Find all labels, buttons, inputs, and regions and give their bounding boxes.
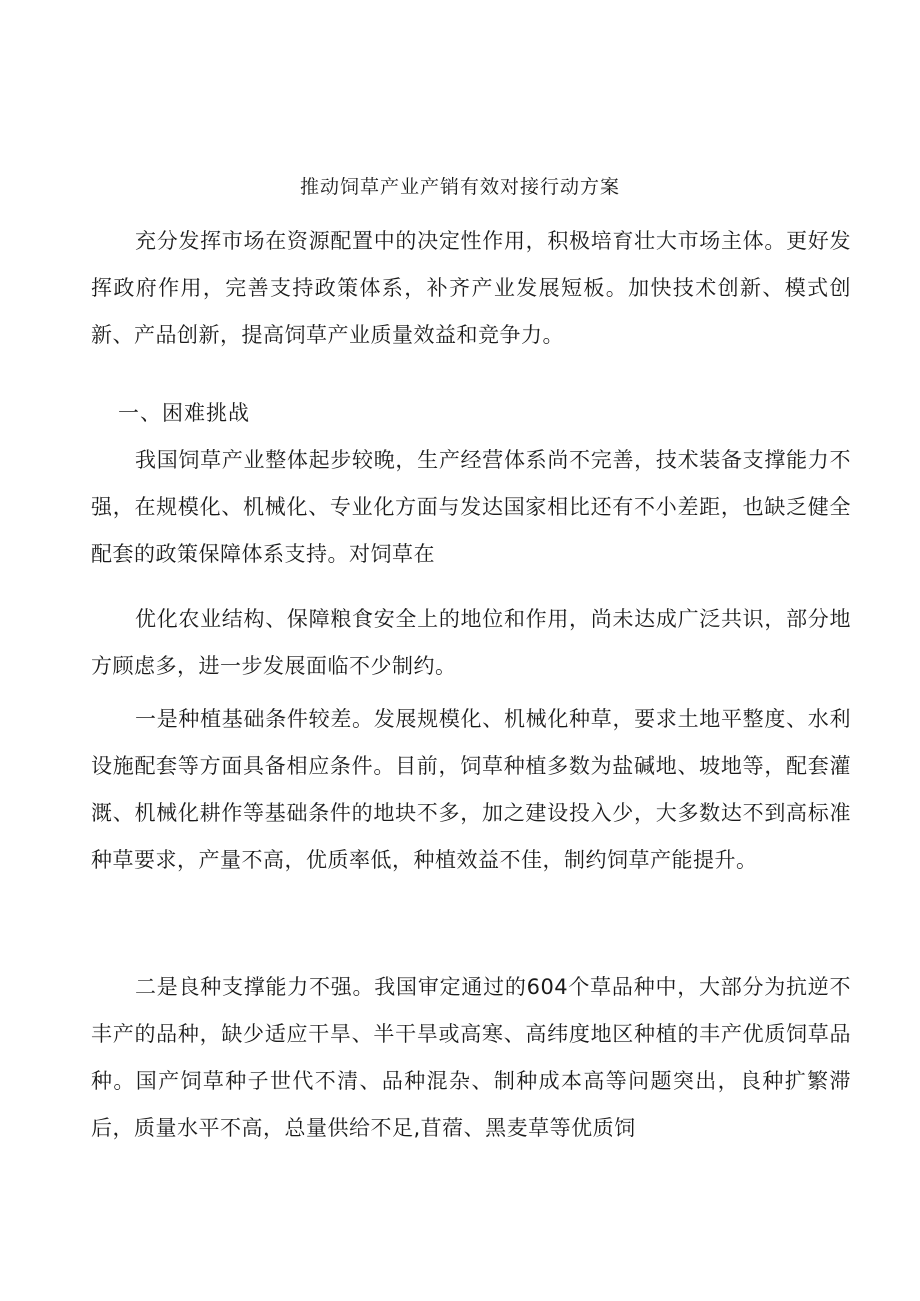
paragraph-difficulties-1: 我国饲草产业整体起步较晚，生产经营体系尚不完善，技术装备支撑能力不强，在规模化、机械化、专业化方面与发达国家相比还有不小差距，也缺乏健全配套的政策保障体系支持。对饲草在 (91, 448, 851, 566)
paragraph-seed-support: 二是良种支撑能力不强。我国审定通过的604个草品种中，大部分为抗逆不丰产的品种，缺少适应干旱、半干旱或高寒、高纬度地区种植的丰产优质饲草品种。国产饲草种子世代不清、品种混杂、制种成本高等问题突出，良种扩繁滞后，质量水平不高，总量供给不足,苜蓿、黑麦草等优质饲 (91, 975, 851, 1140)
section-heading-difficulties: 一、困难挑战 (118, 401, 250, 425)
paragraph-intro: 充分发挥市场在资源配置中的决定性作用，积极培育壮大市场主体。更好发挥政府作用，完善支持政策体系，补齐产业发展短板。加快技术创新、模式创新、产品创新，提高饲草产业质量效益和竞争力。 (91, 229, 851, 347)
document-title: 推动饲草产业产销有效对接行动方案 (299, 176, 620, 198)
paragraph-planting-conditions: 一是种植基础条件较差。发展规模化、机械化种草，要求土地平整度、水利设施配套等方面具备相应条件。目前，饲草种植多数为盐碱地、坡地等，配套灌溉、机械化耕作等基础条件的地块不多，加之建设投入少，大多数达不到高标准种草要求，产量不高，优质率低，种植效益不佳，制约饲草产能提升。 (91, 707, 851, 872)
paragraph-difficulties-2: 优化农业结构、保障粮食安全上的地位和作用，尚未达成广泛共识，部分地方顾虑多，进一步发展面临不少制约。 (91, 607, 851, 678)
